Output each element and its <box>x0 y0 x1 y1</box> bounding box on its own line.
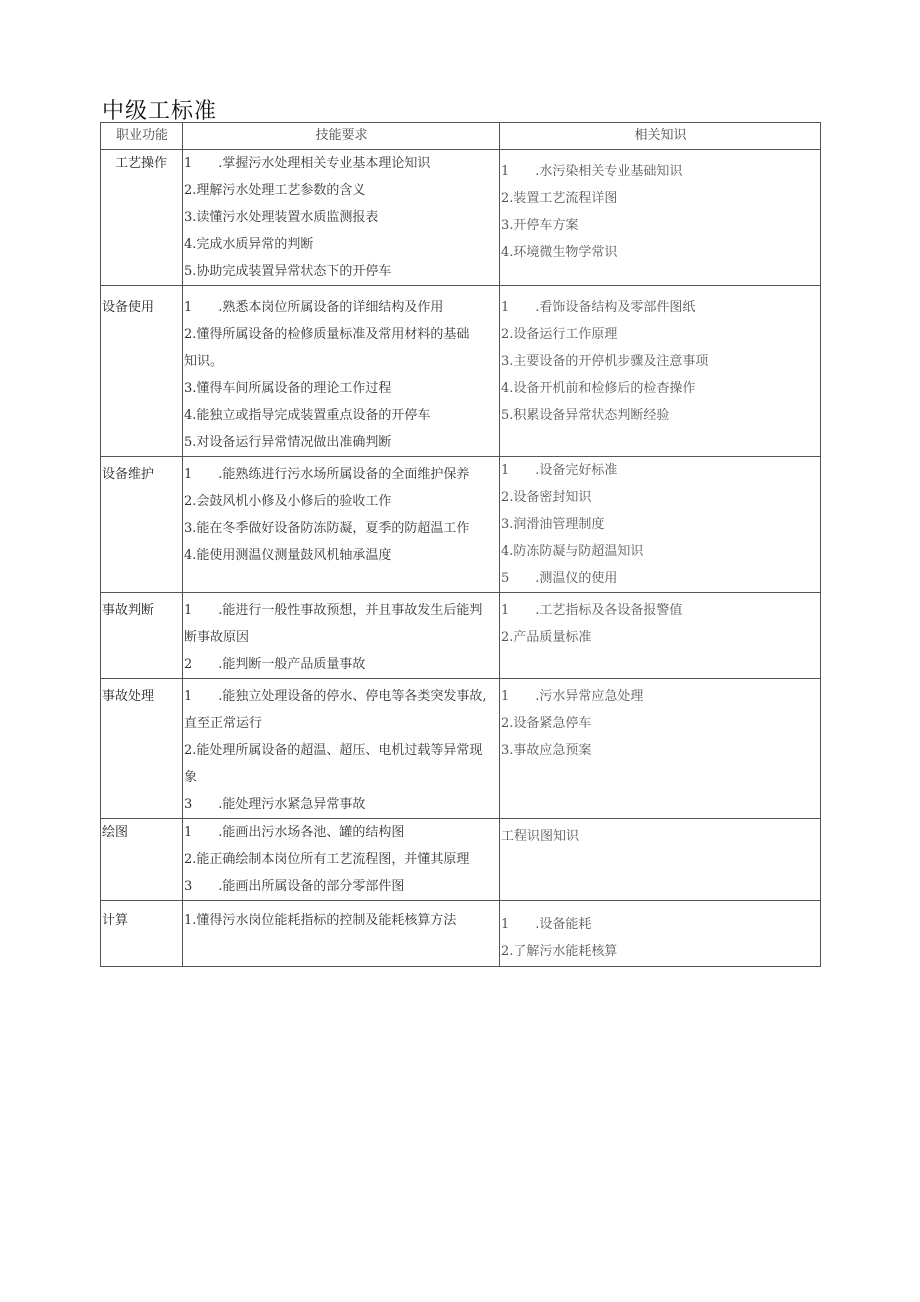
skill-item: 1 .能熟练进行污水场所属设备的全面维护保养 <box>184 467 470 482</box>
knowledge-item: 2.装置工艺流程详图 <box>501 191 618 206</box>
skill-item: 1.懂得污水岗位能耗指标的控制及能耗核算方法 <box>184 913 457 928</box>
table-row <box>101 457 821 593</box>
skill-item: 1 .能独立处理设备的停水、停电等各类突发事故, <box>184 689 487 704</box>
knowledge-item: 工程识图知识 <box>501 829 580 844</box>
knowledge-item: 5 .测温仪的使用 <box>501 571 618 586</box>
knowledge-item: 2.设备紧急停车 <box>501 716 592 731</box>
knowledge-cell <box>500 679 821 819</box>
knowledge-item: 2.设备运行工作原理 <box>501 327 618 342</box>
function-cell: 设备维护 <box>101 457 183 593</box>
function-cell: 绘图 <box>101 819 183 901</box>
knowledge-item: 2.了解污水能耗核算 <box>501 944 618 959</box>
knowledge-item: 4.设备开机前和检修后的检杳操作 <box>501 381 696 396</box>
skill-item: 3.懂得车间所属设备的理论工作过程 <box>184 381 392 396</box>
header-knowledge: 相关知识 <box>500 123 821 150</box>
skill-item: 2.理解污水处理工艺参数的含义 <box>184 183 366 198</box>
skill-item: 4.能使用测温仪测量鼓风机轴承温度 <box>184 548 392 563</box>
skill-item: 象 <box>184 770 198 785</box>
skill-item: 2.能处理所属设备的超温、超压、电机过载等异常现 <box>184 743 483 758</box>
skills-cell <box>183 819 500 901</box>
skill-item: 5.对设备运行异常情况做出准确判断 <box>184 435 392 450</box>
knowledge-cell <box>500 901 821 967</box>
function-cell: 设备使用 <box>101 286 183 457</box>
page-title: 中级工标准 <box>102 99 218 124</box>
table-row <box>101 819 821 901</box>
skills-cell <box>183 286 500 457</box>
skill-item: 2 .能判断一般产品质量事故 <box>184 657 366 672</box>
knowledge-item: 5.积累设备异常状态判断经验 <box>501 408 670 423</box>
knowledge-cell <box>500 150 821 286</box>
function-cell: 事故判断 <box>101 593 183 679</box>
header-skills: 技能要求 <box>183 123 500 150</box>
skill-item: 知识。 <box>184 354 224 369</box>
knowledge-item: 3.事故应急预案 <box>501 743 592 758</box>
knowledge-item: 3.开停车方案 <box>501 218 579 233</box>
table-row <box>101 901 821 967</box>
skill-item: 1 .掌握污水处理相关专业基本理论知识 <box>184 156 431 171</box>
skills-cell <box>183 150 500 286</box>
skill-item: 2.会鼓风机小修及小修后的验收工作 <box>184 494 392 509</box>
knowledge-cell <box>500 593 821 679</box>
skill-item: 3.读懂污水处理装置水质监测报表 <box>184 210 379 225</box>
skill-item: 3.能在冬季做好设备防冻防凝，夏季的防超温工作 <box>184 521 470 536</box>
skills-cell <box>183 901 500 967</box>
knowledge-item: 4.防冻防凝与防超温知识 <box>501 544 644 559</box>
knowledge-item: 1 .污水异常应急处理 <box>501 689 644 704</box>
skills-cell <box>183 457 500 593</box>
function-cell: 工艺操作 <box>101 150 183 286</box>
skills-cell <box>183 593 500 679</box>
skills-cell <box>183 679 500 819</box>
knowledge-cell <box>500 819 821 901</box>
knowledge-item: 3.主要设备的开停机步骤及注意事项 <box>501 354 709 369</box>
skill-item: 5.协助完成装置异常状态下的开停车 <box>184 264 392 279</box>
table-row <box>101 286 821 457</box>
skill-item: 1 .熟悉本岗位所属设备的详细结构及作用 <box>184 300 444 315</box>
skill-item: 1 .能进行一般性事故预想，并且事故发生后能判 <box>184 603 483 618</box>
knowledge-item: 3.润滑油管理制度 <box>501 517 605 532</box>
skill-item: 2.懂得所属设备的检修质量标准及常用材料的基础 <box>184 327 470 342</box>
skill-item: 断事故原因 <box>184 630 250 645</box>
table-header-row <box>101 123 821 150</box>
table-row <box>101 150 821 286</box>
table-row <box>101 593 821 679</box>
knowledge-item: 1 .看饰设备结构及零部件图纸 <box>501 300 696 315</box>
skill-item: 4.能独立或指导完成装置重点设备的开停车 <box>184 408 431 423</box>
skill-item: 1 .能画出污水场各池、罐的结构图 <box>184 825 405 840</box>
knowledge-item: 1 .水污染相关专业基础知识 <box>501 164 683 179</box>
skill-item: 3 .能画出所属设备的部分零部件图 <box>184 879 405 894</box>
knowledge-cell <box>500 457 821 593</box>
knowledge-item: 4.环境微生物学常识 <box>501 245 618 260</box>
knowledge-item: 1 .设备完好标准 <box>501 463 618 478</box>
skill-item: 直至正常运行 <box>184 716 263 731</box>
knowledge-cell <box>500 286 821 457</box>
header-function: 职业功能 <box>101 123 183 150</box>
skill-item: 4.完成水质异常的判断 <box>184 237 314 252</box>
table-row <box>101 679 821 819</box>
knowledge-item: 2.设备密封知识 <box>501 490 592 505</box>
knowledge-item: 1 .设备能耗 <box>501 917 592 932</box>
standards-table <box>100 122 821 967</box>
skill-item: 2.能正确绘制本岗位所有工艺流程图，并懂其原理 <box>184 852 470 867</box>
knowledge-item: 1 .工艺指标及各设备报警值 <box>501 603 683 618</box>
knowledge-item: 2.产品质量标准 <box>501 630 592 645</box>
skill-item: 3 .能处理污水紧急异常事故 <box>184 797 366 812</box>
function-cell: 事故处理 <box>101 679 183 819</box>
function-cell: 计算 <box>101 901 183 967</box>
